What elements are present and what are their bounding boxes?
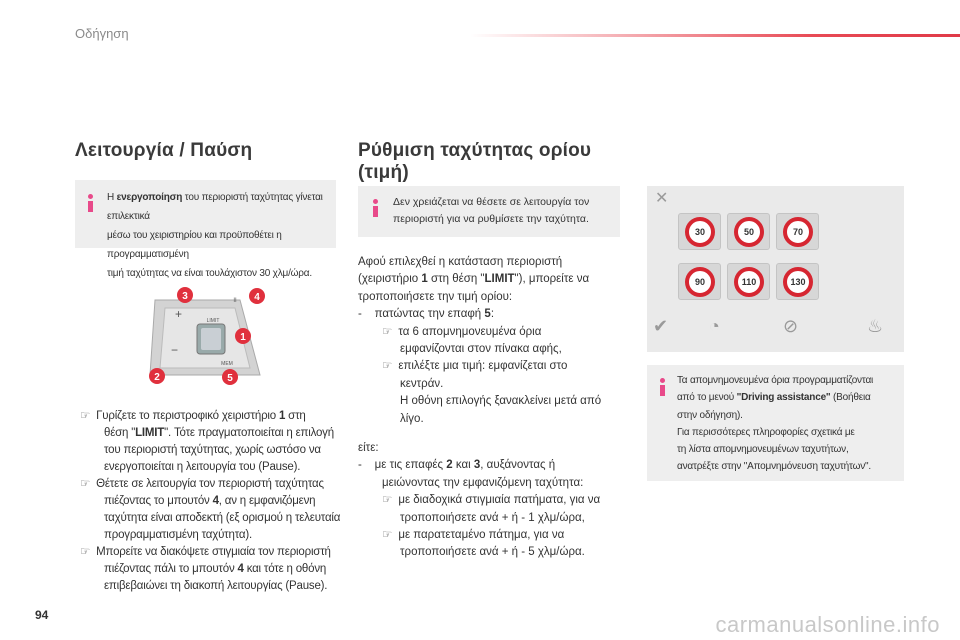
middle-body-2: είτε: - με τις επαφές 2 και 3, αυξάνοντας ή μειώνοντας την εμφανιζόμενη ταχύτητα: ☞ με διαδοχικά στιγμιαία πατήματα, για να τροποποιήσετε ανά + ή - 1 χλμ/ώρα, ☞ με παρατεταμένο πάτημα, για να τροποποιήσετε ανά + ή - 5 χλμ/ώρα. [358, 442, 601, 559]
close-icon[interactable]: ✕ [655, 190, 669, 207]
speed-sign-70[interactable]: 70 [776, 213, 819, 250]
info-icon [85, 194, 95, 212]
left-info-box [75, 180, 336, 279]
seat-heat-icon[interactable]: ♨ [867, 316, 884, 336]
header-accent-bar [470, 34, 960, 37]
step-2: ☞ Θέτετε σε λειτουργία τον περιοριστή ταχύτητας πιέζοντας το μπουτόν 4, αν η εμφανιζόμενη ταχύτητα είναι αποδεκτή (εξ ορισμού η τελευταία προγραμματισμένη ταχύτητα). [80, 478, 341, 541]
callout-5 [222, 369, 238, 385]
speed-limit-off-icon[interactable]: ⊘ [783, 316, 799, 336]
left-heading: Λειτουργία / Παύση [75, 140, 253, 161]
page-number: 94 [35, 608, 49, 622]
step-3: ☞ Μπορείτε να διακόψετε στιγμιαία τον περιοριστή πιέζοντας πάλι το μπουτόν 4 και τότε η οθόνη επιβεβαιώνει τη διακοπή λειτουργίας (Pause). [80, 546, 331, 592]
mem-label: MEM [221, 361, 233, 367]
svg-text:5: 5 [227, 373, 233, 384]
speed-sign-30[interactable]: 30 [678, 213, 721, 250]
svg-text:2: 2 [154, 372, 160, 383]
left-info-text: Η ενεργοποίηση του περιοριστή ταχύτητας γίνεται επιλεκτικά μέσω του χειριστηρίου και προϋποθέτει η προγραμματισμένη τιμή ταχύτητας να είναι τουλάχιστον 30 χλμ/ώρα. [107, 192, 323, 279]
svg-text:3: 3 [182, 291, 188, 302]
svg-text:+: + [175, 307, 183, 321]
left-steps [80, 408, 350, 595]
callout-1 [235, 328, 251, 344]
info-icon [370, 199, 380, 217]
limit-label: LIMIT [206, 318, 220, 324]
info-icon [657, 378, 667, 396]
section-title: Οδήγηση [75, 26, 129, 41]
step-1: ☞ Γυρίζετε το περιστροφικό χειριστήριο 1 στη θέση "LIMIT". Τότε πραγματοποιείται η επιλογή του περιοριστή ταχύτητας, χωρίς ωστόσο να ενεργοποιείται η λειτουργία του (Pause). [80, 410, 334, 473]
svg-text:1: 1 [240, 332, 246, 343]
steering-control-diagram [135, 280, 275, 390]
speed-sign-50[interactable]: 50 [727, 213, 770, 250]
speed-limit-touchscreen [647, 186, 904, 352]
watermark: carmanualsonline.info [715, 612, 940, 637]
speed-sign-130[interactable]: 130 [776, 263, 819, 300]
pause-label: II [233, 298, 237, 304]
right-info-box [647, 365, 904, 481]
callout-3 [177, 287, 193, 303]
right-info-text: Τα απομνημονευμένα όρια προγραμματίζονται από το μενού "Driving assistance" (Βοήθεια στην οδήγηση). Για περισσότερες πληροφορίες σχετικά με τη λίστα απομνημονευμένων ταχυτήτων, ανατρέξτε στην "Απομνημόνευση ταχυτήτων". [677, 375, 874, 473]
middle-body: Αφού επιλεχθεί η κατάσταση περιοριστή (χειριστήριο 1 στη θέση "LIMIT"), μπορείτε να τροποποιήσετε την τιμή ορίου: - πατώντας την επαφή 5: ☞ τα 6 απομνημονευμένα όρια εμφανίζονται στον πίνακα αφής, ☞ επιλέξτε μια τιμή: εμφανίζεται στο κεντράν. Η οθόνη επιλογής ξανακλείνει μετά από λίγο. [358, 256, 602, 425]
callout-4 [249, 288, 265, 304]
middle-info-text: Δεν χρειάζεται να θέσετε σε λειτουργία τον περιοριστή για να ρυθμίσετε την ταχύτητα. [393, 196, 590, 225]
middle-heading: Ρύθμιση ταχύτητας ορίου (τιμή) [358, 140, 592, 183]
middle-info-box [358, 186, 620, 237]
speedometer-icon[interactable]: ◔ [709, 316, 720, 336]
callout-2 [149, 368, 165, 384]
speed-sign-110[interactable]: 110 [727, 263, 770, 300]
speed-sign-90[interactable]: 90 [678, 263, 721, 300]
svg-text:4: 4 [254, 292, 260, 303]
check-icon[interactable]: ✔ [653, 316, 669, 336]
svg-text:−: − [171, 343, 179, 357]
